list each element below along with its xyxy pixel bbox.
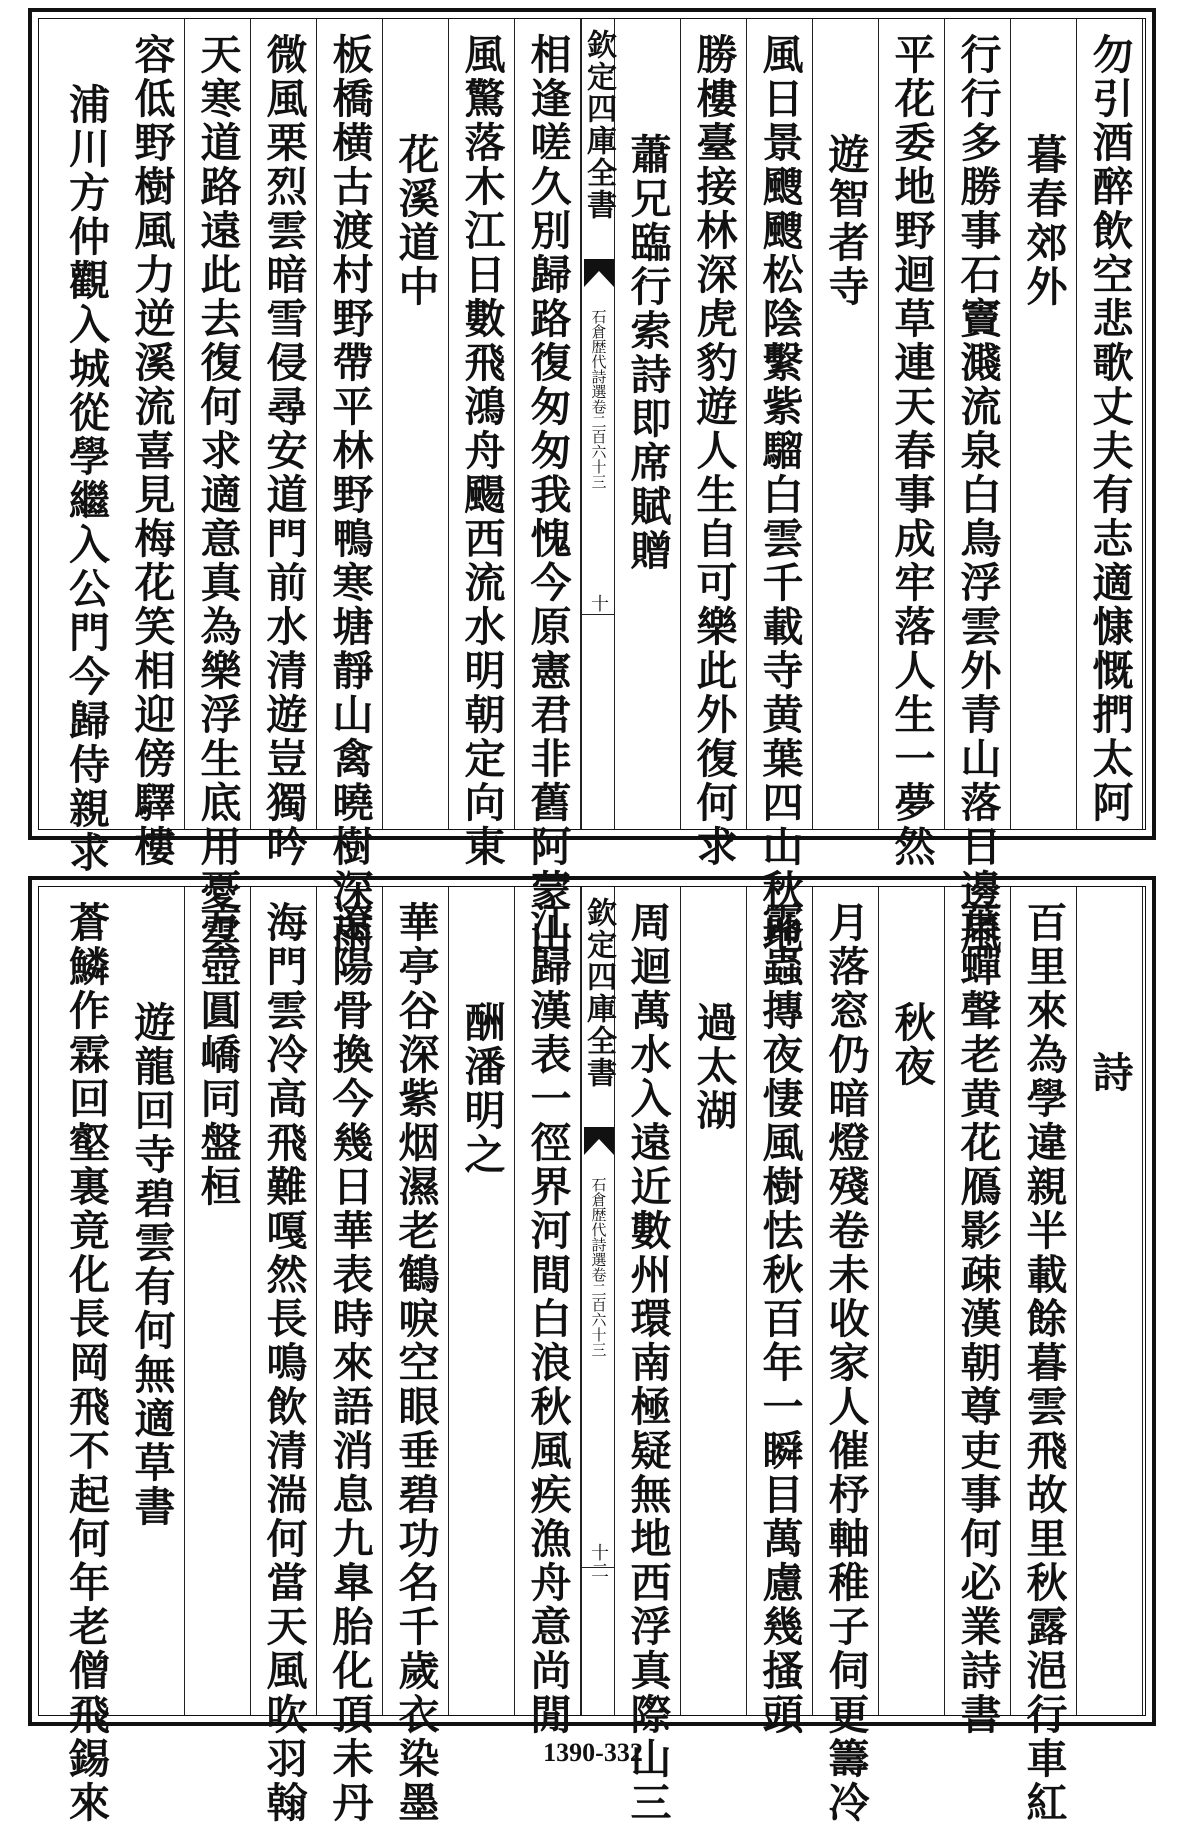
poem-line: 露蟲摶夜悽風樹怯秋百年一瞬目萬慮幾搔頭 [755, 901, 804, 1737]
poem-line: 華亭谷深紫烟濕老鶴唳空眼垂碧功名千歲衣染墨 [391, 901, 440, 1825]
gutter-rule [582, 614, 614, 615]
text-column [449, 19, 515, 869]
poem-title: 花溪道中 [391, 133, 440, 309]
text-column [615, 887, 681, 1825]
text-column [383, 19, 449, 829]
text-column [185, 19, 251, 957]
top-page [28, 8, 1156, 957]
text-column [681, 19, 747, 869]
text-column [1011, 887, 1077, 1825]
poem-title: 遊龍回寺碧雲有何無適草書 [127, 1001, 176, 1529]
poem-line: 月落窓仍暗燈殘卷未收家人催杼軸稚子伺更籌冷 [821, 901, 870, 1825]
text-column [53, 19, 119, 875]
text-column [945, 19, 1011, 957]
text-column [879, 19, 945, 869]
poem-line: 葉蟬聲老黄花鴈影疎漢朝尊吏事何必業詩書 [953, 901, 1002, 1737]
poem-title: 遊智者寺 [821, 133, 870, 309]
poem-line: 板橋横古渡村野帶平林野鴨寒塘靜山禽曉樹深雨 [325, 33, 374, 957]
poem-title: 暮春郊外 [1019, 133, 1068, 309]
text-column [515, 19, 581, 957]
poem-line: 風日景颼颼松陰繫紫騮白雲千載寺黄葉四山秋地 [755, 33, 804, 957]
poem-line: 平花委地野迴草連天春事成牢落人生一夢然 [887, 33, 936, 869]
poem-line: 江歸漢表一徑界河間白浪秋風疾漁舟意尚閒 [523, 901, 572, 1737]
text-column [317, 19, 383, 957]
poem-title: 蕭兄臨行索詩即席賦贈 [623, 133, 672, 573]
poem-line: 勿引酒醉飲空悲歌丈夫有志適慷慨捫太阿 [1085, 33, 1134, 825]
gutter-collection-title: 石倉歴代詩選 [589, 1177, 608, 1267]
text-column [449, 887, 515, 1715]
text-column [185, 887, 251, 1715]
gutter-subtitle [590, 309, 607, 489]
text-column [615, 19, 681, 829]
poem-line: 容低野樹風力逆溪流喜見梅花笑相迎傍驛樓 [127, 33, 176, 869]
text-column [813, 19, 879, 829]
poem-line: 相逢嗟久別歸路復匆匆我愧今原憲君非舊阿蒙山 [523, 33, 572, 957]
gutter-subtitle [590, 1177, 607, 1357]
poem-title: 酬潘明之 [457, 1001, 506, 1177]
text-column [1011, 19, 1077, 829]
poem-line: 微風栗烈雲暗雪侵尋安道門前水清遊豈獨吟 [259, 33, 308, 869]
poem-line: 百里來為學違親半載餘暮雲飛故里秋露浥行車紅 [1019, 901, 1068, 1825]
poem-line: 蒼鱗作霖回壑裏竟化長岡飛不起何年老僧飛錫來 [62, 901, 110, 1825]
leaf-number: 十二 [588, 1543, 609, 1579]
text-column [251, 19, 317, 869]
fish-tail-mark-icon [584, 259, 614, 287]
poem-line: 風驚落木江日數飛鴻舟颺西流水明朝定向東 [457, 33, 506, 869]
text-column [251, 887, 317, 1825]
page-identifier: 1390-332 [543, 1738, 643, 1767]
poem-line: 遼陽骨換今幾日華表時來語消息九臯胎化頂未丹 [325, 901, 374, 1825]
gutter-volume-number: 卷二百六十三 [589, 1267, 608, 1357]
text-column [681, 887, 747, 1715]
poem-line: 行行多勝事石竇濺流泉白鳥浮雲外青山落日邊風 [953, 33, 1002, 957]
poem-line: 周迴萬水入遠近數州環南極疑無地西浮真際山三 [623, 901, 672, 1825]
poem-line: 天寒道路遠此去復何求適意真為樂浮生底用憂雲 [193, 33, 242, 957]
poem-line: 勝樓臺接林深虎豹遊人生自可樂此外復何求 [689, 33, 738, 869]
text-column [515, 887, 581, 1737]
poem-line: 海門雲冷高飛難嘎然長鳴飲清湍何當天風吹羽翰 [259, 901, 308, 1825]
gutter-book-title: 欽定四庫全書 [581, 29, 616, 221]
poem-title: 秋夜 [887, 1001, 936, 1089]
text-column [747, 19, 813, 957]
text-column [119, 19, 185, 869]
gutter-collection-title: 石倉歴代詩選 [589, 309, 608, 399]
text-column [1077, 19, 1143, 829]
text-column [813, 887, 879, 1825]
center-gutter [581, 19, 615, 829]
text-column [119, 887, 185, 1715]
poem-line: 浦川方仲觀入城從學繼入公門今歸侍親求 [62, 83, 110, 875]
poem-line: 方壺圓嶠同盤桓 [193, 901, 242, 1209]
center-gutter [581, 887, 615, 1715]
gutter-volume-number: 卷二百六十三 [589, 399, 608, 489]
text-column [317, 887, 383, 1825]
top-page-frame [38, 18, 1146, 957]
poem-title: 過太湖 [689, 1001, 738, 1133]
text-column [383, 887, 449, 1825]
text-column [879, 887, 945, 1715]
gutter-book-title: 欽定四庫全書 [581, 897, 616, 1089]
poem-title: 詩 [1085, 1051, 1134, 1095]
text-column [747, 887, 813, 1737]
fish-tail-mark-icon [584, 1127, 614, 1155]
text-column [53, 887, 119, 1825]
leaf-number: 十 [588, 594, 609, 612]
text-column [1077, 887, 1143, 1715]
text-column [945, 887, 1011, 1737]
